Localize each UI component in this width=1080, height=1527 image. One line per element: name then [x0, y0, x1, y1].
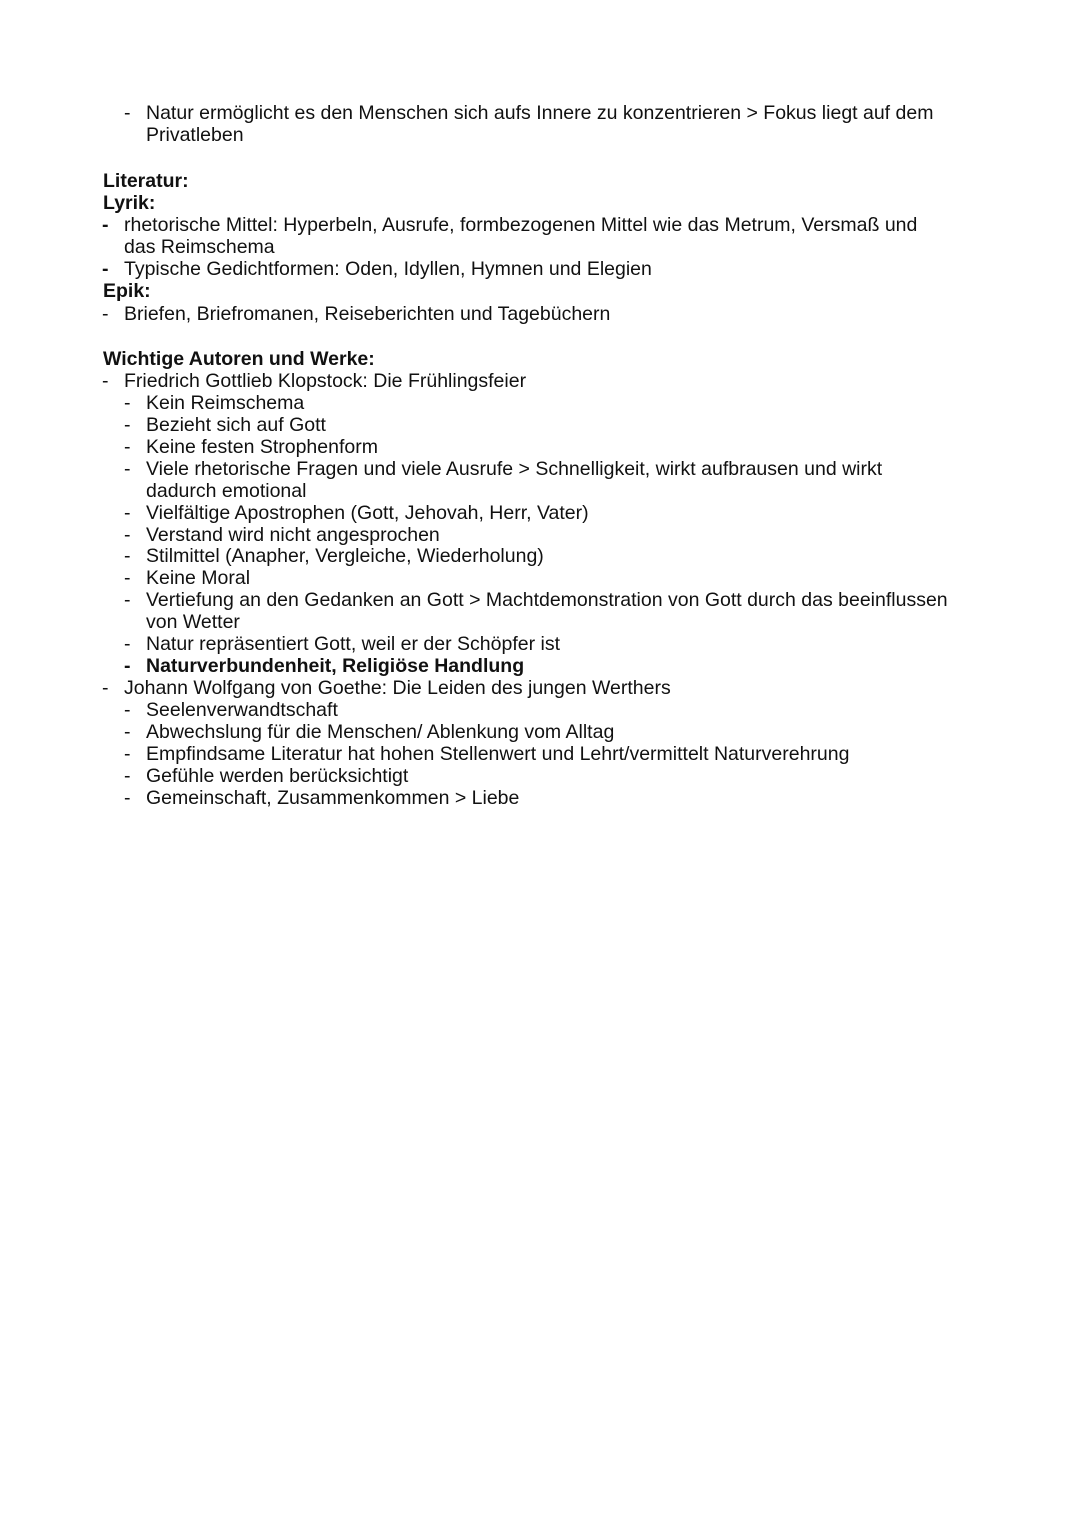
- bullet-dash: -: [124, 102, 131, 124]
- bullet-dash: -: [102, 370, 109, 392]
- section-heading-autoren: Wichtige Autoren und Werke:: [103, 348, 375, 370]
- list-item-text: Keine Moral: [146, 567, 251, 589]
- list-item: [124, 458, 883, 480]
- list-item: [124, 721, 615, 743]
- list-item-text: Briefen, Briefromanen, Reiseberichten und Tagebüchern: [124, 303, 611, 325]
- list-item-emphasis: [124, 655, 525, 677]
- list-item-text: Vielfältige Apostrophen (Gott, Jehovah, Herr, Vater): [146, 502, 589, 524]
- author-item-goethe: [102, 677, 671, 699]
- list-item-text: Kein Reimschema: [146, 392, 305, 414]
- list-item: [102, 214, 918, 236]
- list-item-text: Typische Gedichtformen: Oden, Idyllen, Hymnen und Elegien: [124, 258, 652, 280]
- author-work-title: Johann Wolfgang von Goethe: Die Leiden des jungen Werthers: [124, 677, 671, 699]
- list-item: [102, 258, 652, 280]
- bullet-dash: -: [124, 633, 131, 655]
- bullet-dash: -: [124, 392, 131, 414]
- list-item: [124, 502, 589, 524]
- list-item: [124, 743, 850, 765]
- list-item-text: Bezieht sich auf Gott: [146, 414, 326, 436]
- bullet-dash: -: [102, 258, 109, 280]
- bullet-dash: -: [124, 743, 131, 765]
- bullet-dash: -: [124, 765, 131, 787]
- list-item-text: rhetorische Mittel: Hyperbeln, Ausrufe, formbezogenen Mittel wie das Metrum, Versmaß und: [124, 214, 918, 236]
- bullet-dash: -: [102, 677, 109, 699]
- bullet-dash: -: [124, 524, 131, 546]
- author-item-klopstock: [102, 370, 527, 392]
- list-item-text: Natur repräsentiert Gott, weil er der Schöpfer ist: [146, 633, 561, 655]
- list-item: [124, 392, 305, 414]
- list-item-text: Natur ermöglicht es den Menschen sich aufs Innere zu konzentrieren > Fokus liegt auf dem: [146, 102, 934, 124]
- list-item-text: Stilmittel (Anapher, Vergleiche, Wiederholung): [146, 545, 544, 567]
- bullet-dash: -: [124, 589, 131, 611]
- list-item: [124, 524, 440, 546]
- list-item: [102, 303, 611, 325]
- list-item-text: Gemeinschaft, Zusammenkommen > Liebe: [146, 787, 520, 809]
- list-item: [124, 567, 251, 589]
- bullet-dash: -: [124, 699, 131, 721]
- bullet-dash: -: [102, 303, 109, 325]
- bullet-dash: -: [124, 567, 131, 589]
- list-item-text: Vertiefung an den Gedanken an Gott > Machtdemonstration von Gott durch das beeinflussen: [146, 589, 948, 611]
- bullet-dash: -: [124, 787, 131, 809]
- list-item: [124, 589, 948, 611]
- list-item-text: Verstand wird nicht angesprochen: [146, 524, 440, 546]
- list-item: [124, 787, 520, 809]
- bullet-dash: -: [124, 458, 131, 480]
- list-item-continuation: von Wetter: [146, 611, 240, 633]
- bullet-dash: -: [124, 436, 131, 458]
- list-item-continuation: Privatleben: [146, 124, 244, 146]
- bullet-dash: -: [124, 545, 131, 567]
- list-item: [124, 102, 934, 124]
- list-item: [124, 545, 544, 567]
- list-item: [124, 699, 338, 721]
- list-item: [124, 436, 378, 458]
- list-item-text: Viele rhetorische Fragen und viele Ausrufe > Schnelligkeit, wirkt aufbrausen und wirkt: [146, 458, 883, 480]
- list-item-text: Keine festen Strophenform: [146, 436, 378, 458]
- list-item-continuation: dadurch emotional: [146, 480, 307, 502]
- list-item: [124, 414, 326, 436]
- bullet-dash: -: [124, 502, 131, 524]
- section-heading-literatur: Literatur:: [103, 170, 189, 192]
- bullet-dash: -: [102, 214, 109, 236]
- section-heading-lyrik: Lyrik:: [103, 192, 156, 214]
- list-item-text: Naturverbundenheit, Religiöse Handlung: [146, 655, 525, 677]
- list-item-text: Gefühle werden berücksichtigt: [146, 765, 409, 787]
- list-item-continuation: das Reimschema: [124, 236, 275, 258]
- author-work-title: Friedrich Gottlieb Klopstock: Die Frühlingsfeier: [124, 370, 527, 392]
- list-item-text: Abwechslung für die Menschen/ Ablenkung vom Alltag: [146, 721, 615, 743]
- bullet-dash: -: [124, 414, 131, 436]
- list-item-text: Seelenverwandtschaft: [146, 699, 338, 721]
- section-heading-epik: Epik:: [103, 280, 151, 302]
- bullet-dash: -: [124, 655, 131, 677]
- list-item: [124, 765, 409, 787]
- list-item-text: Empfindsame Literatur hat hohen Stellenwert und Lehrt/vermittelt Naturverehrung: [146, 743, 850, 765]
- list-item: [124, 633, 561, 655]
- bullet-dash: -: [124, 721, 131, 743]
